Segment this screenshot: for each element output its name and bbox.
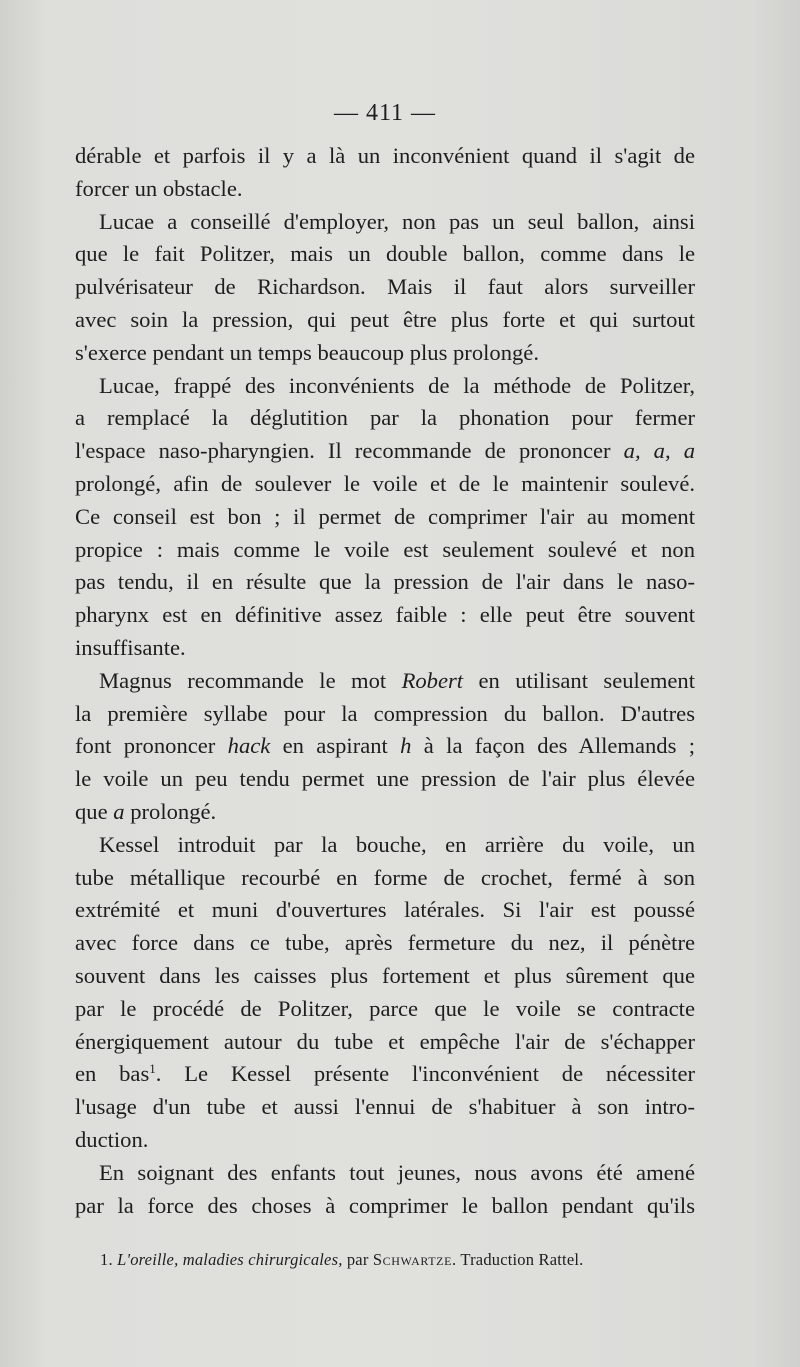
page-number: — 411 — — [333, 100, 437, 126]
text-line: par la force des choses à comprimer le ballon pendant qu'ils — [75, 1192, 695, 1218]
text-line: Ce conseil est bon ; il permet de comprimer l'air au moment — [75, 503, 695, 529]
text-span: prolongé. — [124, 798, 217, 824]
text-line: tube métallique recourbé en forme de crochet, fermé à son — [75, 864, 695, 890]
text-line: s'exerce pendant un temps beaucoup plus prolongé. — [75, 339, 539, 365]
text-line — [75, 796, 695, 829]
text-span: . Traduction Rattel. — [452, 1250, 584, 1269]
text-line: forcer un obstacle. — [75, 175, 243, 201]
footnote-author: Schwartze — [372, 1250, 453, 1269]
text-span: en utilisant seulement — [463, 667, 696, 693]
text-line — [75, 730, 695, 763]
text-line: pharynx est en définitive assez faible : elle peut être souvent — [75, 602, 695, 628]
footnote-title: L'oreille, maladies chirurgicales, — [117, 1250, 343, 1269]
text-line: propice : mais comme le voile est seulement soulevé et non — [75, 536, 695, 562]
text-line: que le fait Politzer, mais un double ballon, comme dans le — [75, 241, 695, 267]
text-line: extrémité et muni d'ouvertures latérales. Si l'air est poussé — [75, 897, 695, 923]
text-span: à la façon des Allemands ; — [411, 733, 696, 759]
text-line — [75, 665, 695, 698]
text-line: pulvérisateur de Richardson. Mais il faut alors surveiller — [75, 274, 695, 300]
text-line: a remplacé la déglutition par la phonation pour fermer — [75, 405, 695, 431]
text-line — [75, 1058, 695, 1091]
text-line: Lucae, frappé des inconvénients de la méthode de Politzer, — [99, 372, 695, 398]
paragraph-2 — [75, 206, 695, 370]
text-span: que — [75, 798, 114, 824]
text-line: En soignant des enfants tout jeunes, nous avons été amené — [99, 1159, 695, 1185]
paragraph-4 — [75, 665, 695, 829]
text-line: le voile un peu tendu permet une pression de l'air plus élevée — [75, 766, 695, 792]
paragraph-3 — [75, 370, 695, 665]
text-line — [75, 435, 695, 468]
footnote-marker: 1. — [100, 1250, 113, 1269]
text-span: Magnus recommande le mot — [99, 667, 402, 693]
text-line: dérable et parfois il y a là un inconvénient quand il s'agit de — [75, 143, 695, 168]
text-line: prolongé, afin de soulever le voile et de le maintenir soulevé. — [75, 470, 695, 496]
paragraph-5 — [75, 829, 695, 1157]
body-text — [75, 140, 695, 1222]
text-span: par — [342, 1250, 373, 1269]
text-line: énergiquement autour du tube et empêche l'air de s'échapper — [75, 1028, 695, 1054]
text-line: Lucae a conseillé d'employer, non pas un seul ballon, ainsi — [99, 208, 695, 234]
italic-text: a, a, a — [623, 438, 695, 464]
text-span: en bas — [75, 1061, 150, 1087]
text-line: Kessel introduit par la bouche, en arrière du voile, un — [99, 831, 695, 857]
text-line: par le procédé de Politzer, parce que le voile se contracte — [75, 995, 695, 1021]
text-line: l'usage d'un tube et aussi l'ennui de s'habituer à son intro- — [75, 1094, 695, 1120]
text-span: font prononcer — [75, 733, 228, 759]
text-line: souvent dans les caisses plus fortement et plus sûrement que — [75, 962, 695, 988]
text-line: duction. — [75, 1126, 149, 1152]
footnote — [100, 1250, 700, 1270]
text-line: la première syllabe pour la compression du ballon. D'autres — [75, 700, 695, 726]
italic-text: a — [113, 798, 125, 824]
italic-text: h — [400, 733, 412, 759]
text-line: insuffisante. — [75, 634, 186, 660]
italic-text: Robert — [401, 667, 464, 693]
text-span: Le Kessel présente l'inconvénient de nécessiter — [184, 1061, 696, 1087]
text-line: avec soin la pression, qui peut être plus forte et qui surtout — [75, 306, 695, 332]
text-line: avec force dans ce tube, après fermeture du nez, il pénètre — [75, 930, 695, 956]
paragraph-1 — [75, 140, 695, 206]
text-span: en aspirant — [270, 733, 401, 759]
text-line: pas tendu, il en résulte que la pression de l'air dans le naso- — [75, 569, 695, 595]
footnote-reference[interactable]: 1 — [149, 1061, 156, 1077]
text-span: . — [155, 1061, 162, 1087]
italic-text: hack — [227, 733, 271, 759]
text-span: l'espace naso-pharyngien. Il recommande de prononcer — [75, 438, 611, 464]
paragraph-6 — [75, 1157, 695, 1223]
